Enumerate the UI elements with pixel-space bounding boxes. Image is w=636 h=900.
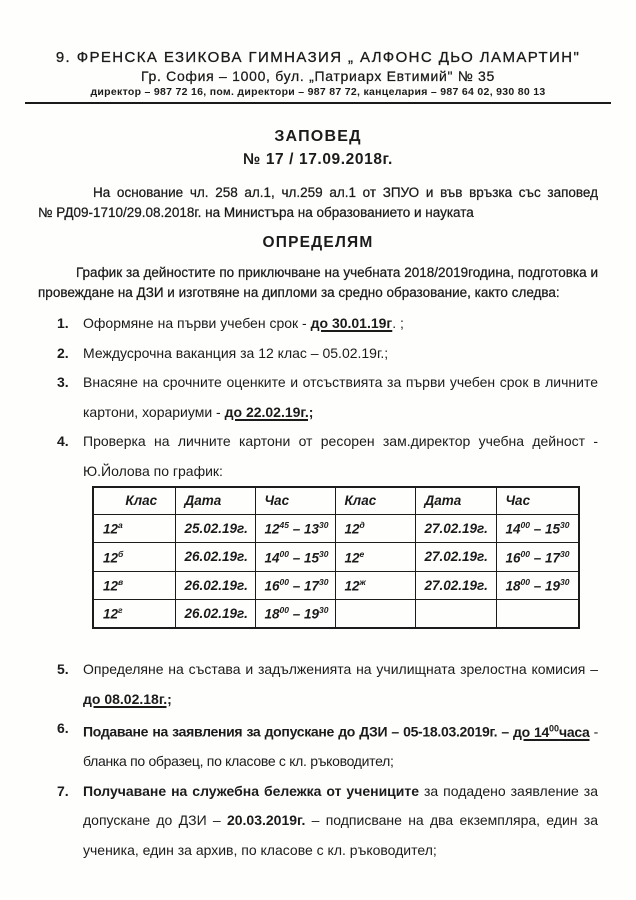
text-segment: за подадено заявление за допускане до ДЗИ – xyxy=(83,782,598,829)
table-cell xyxy=(175,571,255,600)
text-segment: 00 xyxy=(279,605,289,616)
table-row xyxy=(93,571,579,600)
text-segment: 12 xyxy=(344,521,360,537)
text-segment: а xyxy=(118,520,123,530)
text-segment: 00 xyxy=(279,548,289,559)
order-title: ЗАПОВЕД xyxy=(274,128,362,145)
school-contacts: директор – 987 72 16, пом. директори – 987 87 72, канцелария – 987 64 02, 930 80 13 xyxy=(90,86,546,98)
header-rule xyxy=(25,102,611,104)
text-line: На основание чл. 258 ал.1, чл.259 ал.1 от ЗПУО и във връзка със заповед xyxy=(93,185,598,200)
text-segment: до 14 xyxy=(513,723,549,740)
text-segment: Подаване на заявления за допускане до ДЗИ – 05-18.03.2019г. – xyxy=(83,723,514,740)
table-cell xyxy=(175,543,255,572)
table-cell xyxy=(255,514,335,543)
text-segment: 00 xyxy=(279,577,289,587)
underlined-text xyxy=(225,404,314,420)
item-text xyxy=(83,339,598,369)
text-segment: 14 xyxy=(505,521,521,537)
item-text xyxy=(83,655,598,714)
text-segment: – подписване на два екземпляра, един за ученика, един за архив, по класове с кл. ръководител; xyxy=(83,812,598,858)
text-segment: 30 xyxy=(319,605,329,616)
text-segment: 12 xyxy=(103,521,119,537)
text-segment: до 22.02.19г.; xyxy=(224,403,314,420)
text-segment: б xyxy=(118,548,124,559)
underlined-text xyxy=(513,724,589,740)
item-number: 3. xyxy=(57,374,69,390)
text-segment: Получаване на служебна бележка от учениците xyxy=(83,782,420,799)
table-cell xyxy=(93,543,175,572)
table-cell xyxy=(496,600,579,629)
table-cell xyxy=(415,571,496,600)
text-segment: 26.02.19г. xyxy=(184,549,248,565)
table-cell xyxy=(93,514,175,543)
table-cell xyxy=(175,514,255,543)
text-segment: 16 xyxy=(505,550,521,565)
item-text xyxy=(83,427,598,486)
text-segment: 27.02.19г. xyxy=(424,577,488,593)
text-line: провеждане на ДЗИ и изготвяне на дипломи за средно образование, както следва: xyxy=(38,284,560,300)
table-header-cell: Клас xyxy=(93,487,175,514)
text-segment: 12 xyxy=(103,606,119,622)
table-header-cell: Дата xyxy=(175,487,255,514)
table-cell xyxy=(335,600,415,629)
item-number: 2. xyxy=(57,344,69,361)
text-segment: – 19 xyxy=(530,578,561,594)
item-text xyxy=(83,714,598,777)
table-cell xyxy=(335,514,415,543)
table-cell xyxy=(93,600,175,629)
text-segment: до 08.02.18г.; xyxy=(83,690,172,707)
text-segment: 00 xyxy=(520,577,530,587)
determine-heading: ОПРЕДЕЛЯМ xyxy=(262,234,374,251)
text-segment: – 15 xyxy=(530,521,561,537)
table-header-cell: Час xyxy=(255,487,335,514)
text-segment: 12 xyxy=(103,550,119,565)
text-segment: - бланка по образец, по класове с кл. ръководител; xyxy=(83,723,599,770)
text-segment: 30 xyxy=(319,548,329,559)
item-number: 6. xyxy=(57,720,69,736)
list-item xyxy=(57,655,598,714)
text-segment: 20.03.2019г. xyxy=(226,812,306,829)
text-segment: – 19 xyxy=(289,606,320,622)
item-text xyxy=(83,368,598,427)
text-segment: 18 xyxy=(264,606,280,622)
text-segment: 00 xyxy=(549,723,560,733)
order-number: № 17 / 17.09.2018г. xyxy=(243,151,393,168)
text-segment: – 17 xyxy=(289,578,320,594)
table-row xyxy=(93,543,579,572)
text-segment: 14 xyxy=(264,550,280,565)
text-segment: 12 xyxy=(344,550,360,565)
text-segment: г xyxy=(118,605,123,616)
preamble-paragraph xyxy=(38,183,598,222)
list-item xyxy=(57,309,598,339)
text-segment: 27.02.19г. xyxy=(424,549,488,565)
text-segment: в xyxy=(118,577,124,587)
text-segment: 00 xyxy=(520,548,530,559)
activity-list-top xyxy=(57,309,598,486)
text-segment: 27.02.19г. xyxy=(424,520,488,536)
text-segment: Проверка на личните картони от ресорен зам.директор учебна дейност - Ю.Йолова по график: xyxy=(83,433,598,479)
text-segment: 12 xyxy=(264,521,280,537)
item-number: 1. xyxy=(57,315,69,331)
list-item xyxy=(57,714,598,777)
intro-paragraph xyxy=(38,263,598,302)
text-segment: – 13 xyxy=(289,521,320,537)
list-item xyxy=(57,368,598,427)
text-segment: . ; xyxy=(392,315,404,331)
table-cell xyxy=(335,543,415,572)
item-number: 4. xyxy=(57,433,69,449)
underlined-text xyxy=(311,315,393,331)
text-line: № РД09-1710/29.08.2018г. на Министъра на образованието и науката xyxy=(38,204,474,220)
text-segment: 00 xyxy=(520,520,530,530)
text-segment: е xyxy=(359,548,365,559)
text-segment: Внасяне на срочните оценките и отсъствията за първи учебен срок в личните картони, хорариуми - xyxy=(83,374,598,420)
text-segment: д xyxy=(359,520,365,530)
text-segment: 30 xyxy=(560,548,570,559)
text-segment: до 30.01.19г xyxy=(310,315,393,331)
text-segment: часа xyxy=(559,723,590,740)
text-segment: 12 xyxy=(103,578,119,594)
text-segment: Междусрочна ваканция за 12 клас – 05.02.19г.; xyxy=(83,344,389,361)
list-item xyxy=(57,339,598,369)
text-segment: 30 xyxy=(319,520,329,530)
text-segment: 26.02.19г. xyxy=(184,577,248,593)
table-cell xyxy=(255,571,335,600)
table-cell xyxy=(255,543,335,572)
table-cell xyxy=(415,543,496,572)
text-segment: 25.02.19г. xyxy=(184,520,248,536)
text-line: График за дейностите по приключване на учебната 2018/2019година, подготовка и xyxy=(76,265,598,280)
text-segment: 26.02.19г. xyxy=(184,606,248,621)
item-number: 7. xyxy=(57,782,69,799)
text-segment: 12 xyxy=(344,578,360,594)
activity-list-bottom xyxy=(57,655,598,865)
table-header-cell: Клас xyxy=(335,487,415,514)
table-cell xyxy=(415,600,496,629)
table-cell xyxy=(93,571,175,600)
text-segment: 30 xyxy=(560,577,570,587)
underlined-text xyxy=(83,691,172,707)
schedule-table-body xyxy=(93,514,579,628)
table-cell xyxy=(496,543,579,572)
item-text xyxy=(83,777,598,866)
text-segment: Определяне на състава и задълженията на училищната зрелостна комисия – xyxy=(83,661,598,677)
table-cell xyxy=(496,514,579,543)
school-name: 9. ФРЕНСКА ЕЗИКОВА ГИМНАЗИЯ „ АЛФОНС ДЬО ЛАМАРТИН" xyxy=(55,49,581,66)
text-segment: – 15 xyxy=(289,550,320,565)
table-cell xyxy=(175,600,255,629)
text-segment: 45 xyxy=(279,520,289,530)
school-address: Гр. София – 1000, бул. „Патриарх Евтимий" № 35 xyxy=(140,68,496,84)
list-item xyxy=(57,427,598,486)
table-cell xyxy=(255,600,335,629)
text-segment: Оформяне на първи учебен срок - xyxy=(83,315,311,331)
table-cell xyxy=(415,514,496,543)
table-cell xyxy=(335,571,415,600)
item-text xyxy=(83,309,598,339)
table-header-cell: Час xyxy=(496,487,579,514)
table-row xyxy=(93,600,579,629)
text-segment: 16 xyxy=(264,578,280,594)
table-header-row xyxy=(93,487,579,514)
text-segment: 30 xyxy=(560,520,570,530)
item-number: 5. xyxy=(57,661,69,677)
text-segment: ж xyxy=(359,577,366,587)
schedule-table xyxy=(92,486,580,629)
table-header-cell: Дата xyxy=(415,487,496,514)
text-segment: 18 xyxy=(505,578,521,594)
text-segment: – 17 xyxy=(530,550,561,565)
text-segment: 30 xyxy=(319,577,329,587)
table-cell xyxy=(496,571,579,600)
list-item xyxy=(57,777,598,866)
schedule-table-head xyxy=(93,487,579,514)
table-row xyxy=(93,514,579,543)
